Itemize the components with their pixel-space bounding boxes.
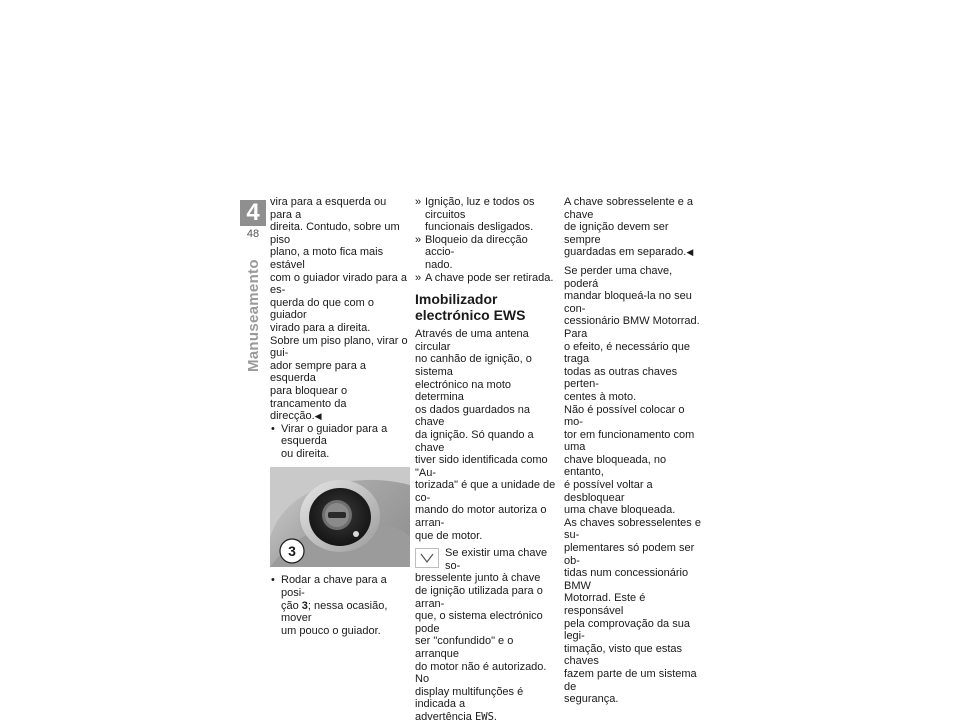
instruction-list-1: [270, 423, 410, 461]
result-item: » A chave pode ser retirada.: [415, 272, 557, 285]
paragraph-separate-keys: A chave sobresselente e a chave de ignição devem ser sempre guardadas em separado.◀: [564, 196, 694, 259]
photo-label: 3: [288, 543, 296, 560]
ews-code: EWS: [474, 710, 494, 723]
paragraph-steering: vira para a esquerda ou para a direita. Contudo, sobre um piso plano, a moto fica mais estável com o guiador virado para a es- querda do que com o guiador virado para a direita.: [270, 196, 407, 334]
column-1: [270, 196, 410, 637]
result-item: » Bloqueio da direcção accio- nado.: [415, 234, 557, 272]
result-list: [415, 196, 557, 284]
list-item: • Virar o guiador para a esquerda ou direita.: [270, 423, 410, 461]
paragraph-blocked-key: Não é possível colocar o mo- tor em funcionamento com uma chave bloqueada, no entanto, é possível voltar a desbloquear uma chave bloqueada.: [564, 403, 695, 517]
ignition-lock-illustration: [270, 467, 410, 567]
end-mark: ◀: [314, 411, 322, 422]
chapter-title: Manuseamento: [245, 259, 262, 372]
section-heading: Imobilizador electrónico EWS: [415, 291, 526, 323]
paragraph-ews: Através de uma antena circular no canhão de ignição, o sistema electrónico na moto determina os dados guardados na chave da ignição. Só quando a chave tiver sido identificada como "Au- torizada" é que a unidade de co- mando do motor autoriza o arran- que de motor.: [415, 328, 556, 542]
paragraph-spare-keys: As chaves sobresselentes e su- plementares só podem ser ob- tidas num concessionário BMW Motorrad. Este é responsável pela comprovação da sua legi- timação, visto que estas chaves fazem parte de um sistema de segurança.: [564, 516, 701, 706]
page-number: 48: [240, 226, 266, 243]
note-block: Se existir uma chave so- bresselente junto à chave de ignição utilizada para o arran- que, o sistema electrónico pode ser "confundido" e o arranque do motor não é autorizado. No display multifunções é indicada a advertência EWS.: [415, 547, 548, 723]
result-item: » Ignição, luz e todos os circuitos funcionais desligados.: [415, 196, 557, 234]
end-mark: ◀: [686, 247, 694, 258]
note-icon: [415, 548, 439, 568]
paragraph-lost-key: Se perder uma chave, poderá mandar bloqueá-la no seu con- cessionário BMW Motorrad. Para o efeito, é necessário que traga todas as outras chaves perten- centes à moto.: [564, 264, 700, 403]
column-3: [564, 196, 704, 706]
chapter-number: 4: [246, 199, 260, 226]
paragraph-lock: Sobre um piso plano, virar o gui- ador sempre para a esquerda para bloquear o trancamento da direcção.◀: [270, 334, 408, 423]
list-item: • Rodar a chave para a posi- ção 3; nessa ocasião, mover um pouco o guiador.: [270, 574, 410, 637]
ignition-lock-photo: [270, 467, 410, 567]
column-2: [415, 196, 557, 724]
instruction-list-2: [270, 574, 410, 637]
